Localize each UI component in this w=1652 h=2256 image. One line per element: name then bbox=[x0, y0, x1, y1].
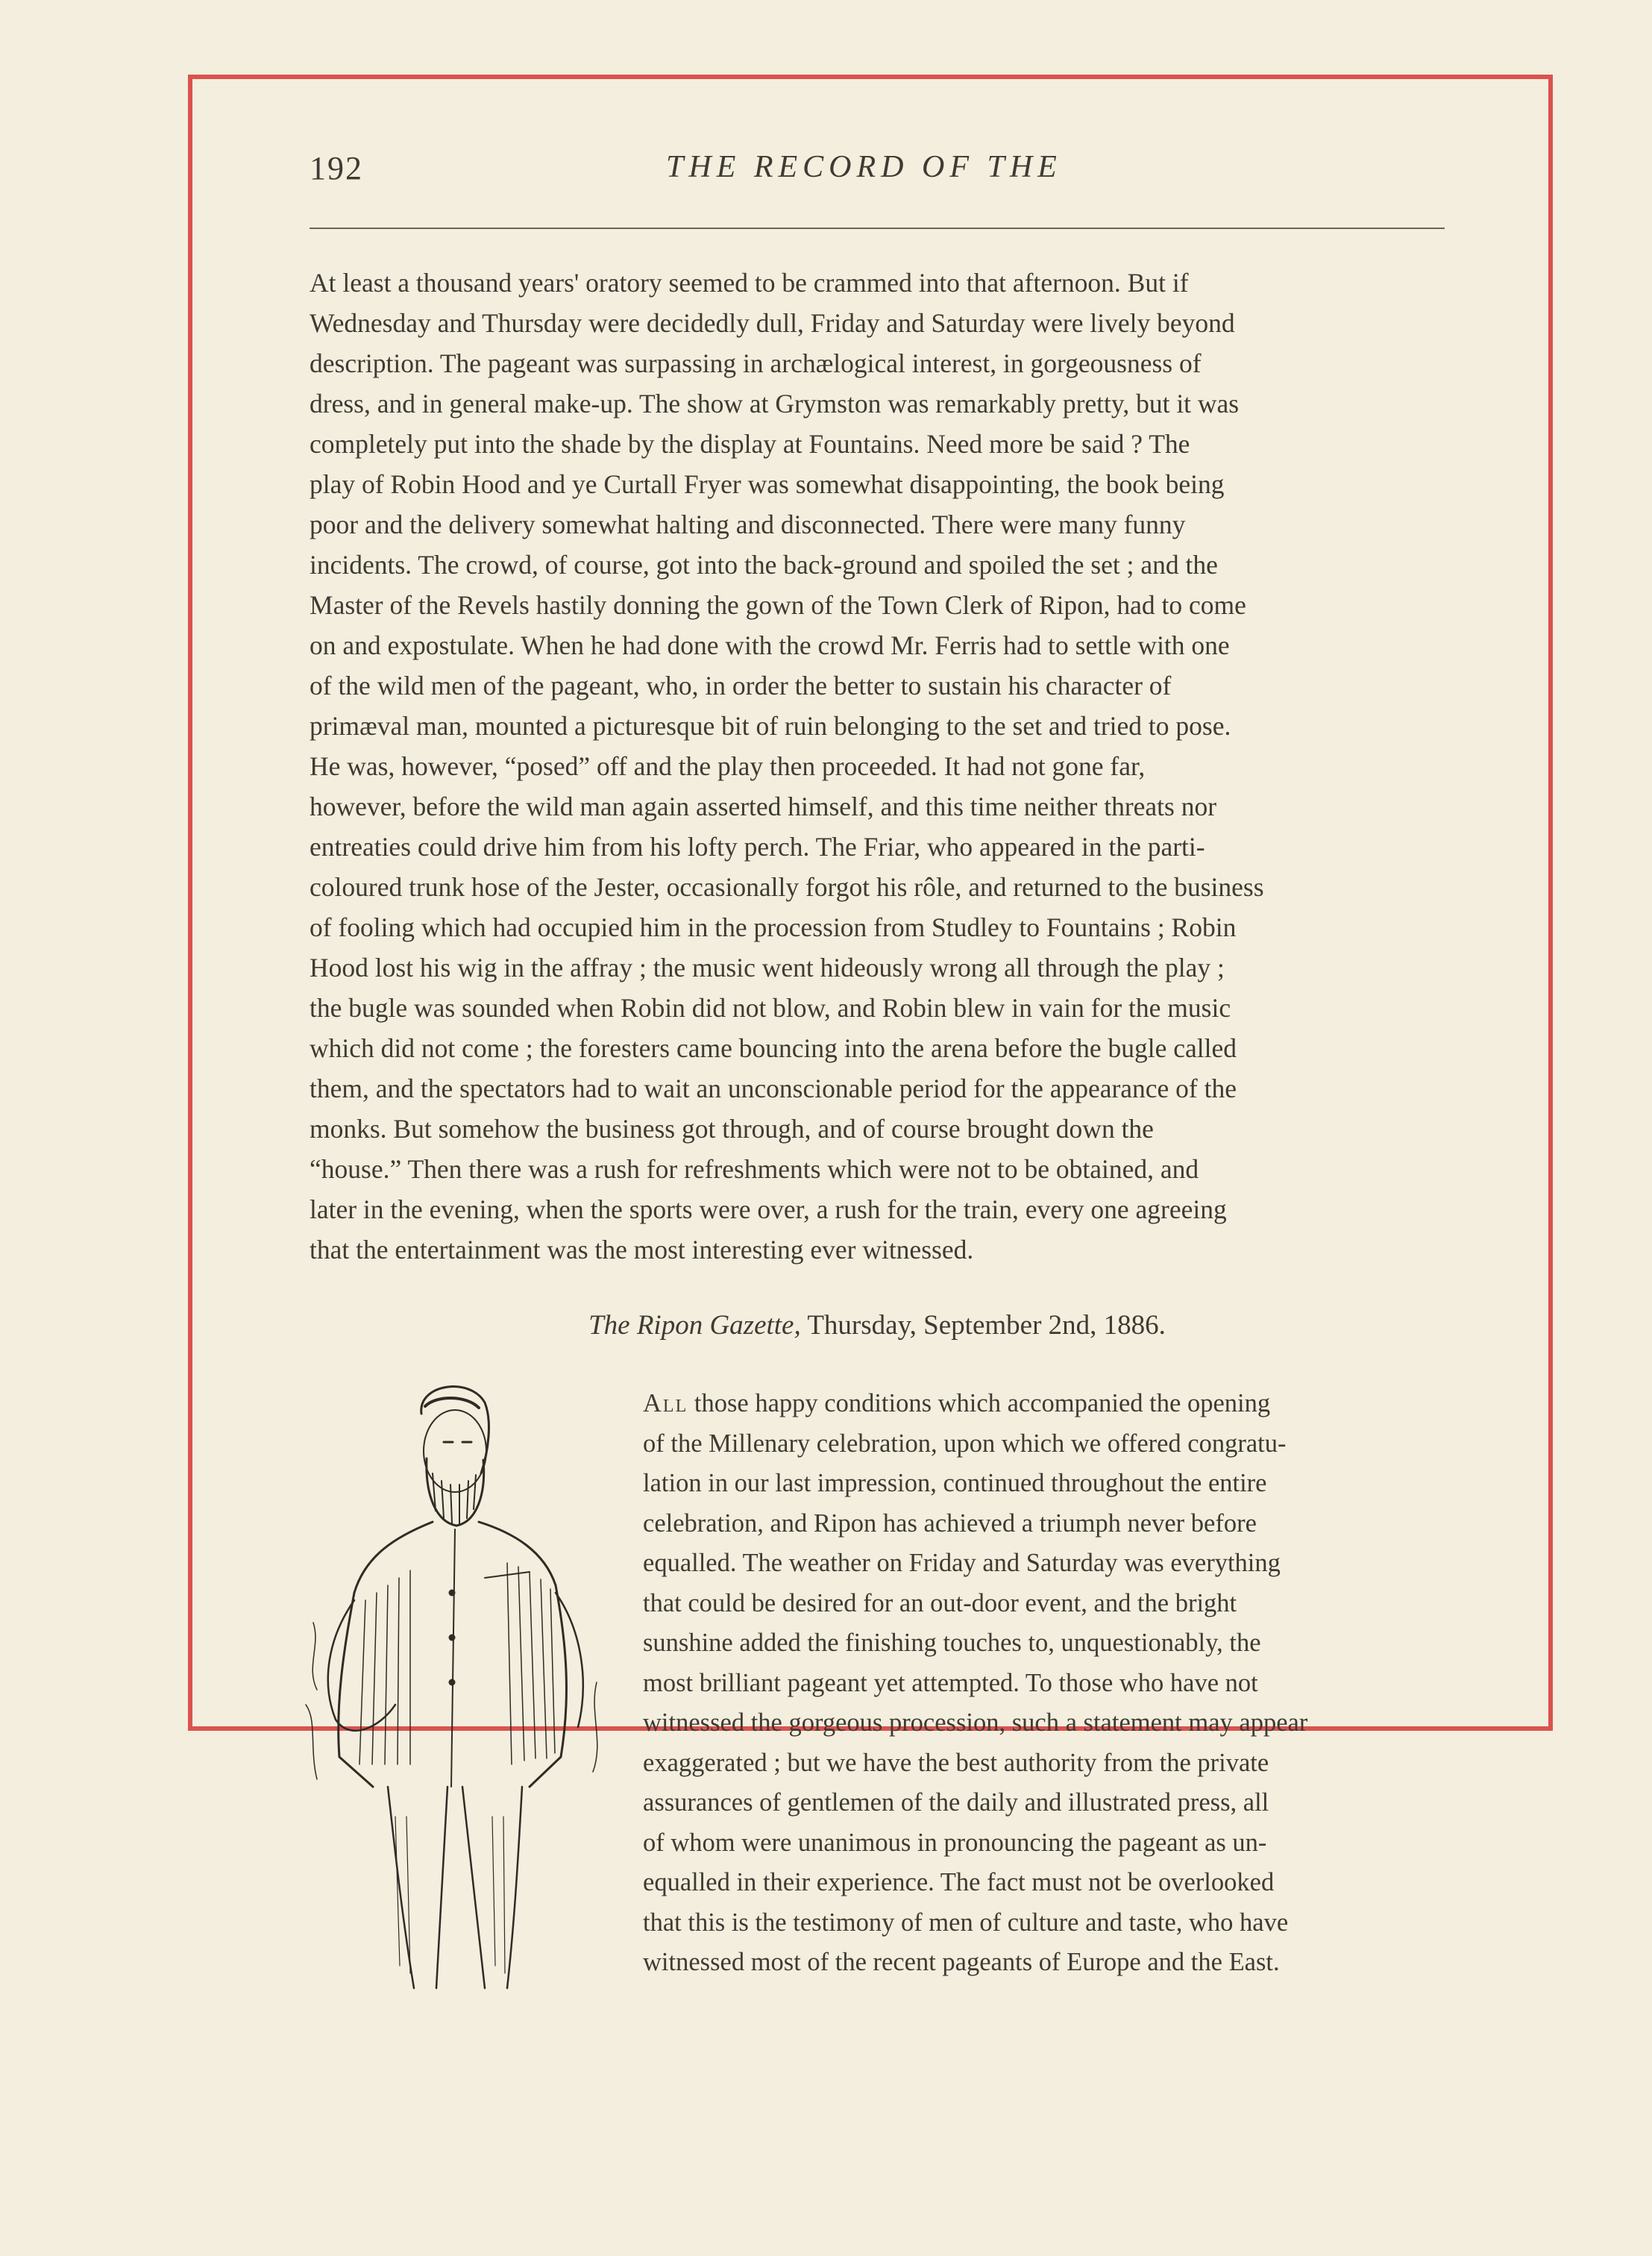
text-line: of fooling which had occupied him in the procession from Studley to Fountains ; Robin bbox=[310, 912, 1237, 942]
text-line: exaggerated ; but we have the best authority from the private bbox=[643, 1748, 1269, 1777]
text-line: which did not come ; the foresters came bouncing into the arena before the bugle called bbox=[310, 1033, 1237, 1063]
text-line: sunshine added the finishing touches to, unquestionably, the bbox=[643, 1629, 1261, 1657]
text-line: that this is the testimony of men of culture and taste, who have bbox=[643, 1908, 1289, 1937]
text-line: entreaties could drive him from his lofty perch. The Friar, who appeared in the parti- bbox=[310, 832, 1205, 862]
text-line: of the Millenary celebration, upon which we offered congratu- bbox=[643, 1429, 1287, 1458]
text-line: dress, and in general make-up. The show at Grymston was remarkably pretty, but it was bbox=[310, 389, 1240, 419]
text-line: “house.” Then there was a rush for refreshments which were not to be obtained, and bbox=[310, 1154, 1199, 1184]
text-line: Hood lost his wig in the affray ; the music went hideously wrong all through the play ; bbox=[310, 953, 1225, 983]
running-title: THE RECORD OF THE bbox=[666, 150, 1062, 184]
text-line: primæval man, mounted a picturesque bit of ruin belonging to the set and tried to pose. bbox=[310, 711, 1231, 741]
publication-title: The Ripon Gazette, bbox=[588, 1310, 801, 1341]
text-line: poor and the delivery somewhat halting and disconnected. There were many funny bbox=[310, 510, 1186, 539]
text-line: monks. But somehow the business got through, and of course brought down the bbox=[310, 1114, 1154, 1144]
page-header bbox=[310, 149, 1445, 194]
text-line: Master of the Revels hastily donning the gown of the Town Clerk of Ripon, had to come bbox=[310, 590, 1246, 620]
text-line: witnessed the gorgeous procession, such a statement may appear bbox=[643, 1708, 1308, 1737]
source-citation bbox=[310, 1309, 1445, 1341]
text-line: of whom were unanimous in pronouncing the pageant as un- bbox=[643, 1828, 1267, 1857]
text-line: that the entertainment was the most interesting ever witnessed. bbox=[310, 1235, 974, 1265]
text-line: on and expostulate. When he had done with the crowd Mr. Ferris had to settle with one bbox=[310, 630, 1230, 660]
text-line: of the wild men of the pageant, who, in order the better to sustain his character of bbox=[310, 671, 1172, 701]
header-rule bbox=[310, 228, 1445, 229]
text-line: equalled. The weather on Friday and Saturday was everything bbox=[643, 1549, 1281, 1577]
text-line: equalled in their experience. The fact must not be overlooked bbox=[643, 1868, 1275, 1896]
text-line: assurances of gentlemen of the daily and illustrated press, all bbox=[643, 1788, 1269, 1817]
text-line: celebration, and Ripon has achieved a triumph never before bbox=[643, 1508, 1257, 1538]
portrait-illustration bbox=[283, 1369, 626, 2003]
page-number: 192 bbox=[310, 150, 363, 187]
text-line: incidents. The crowd, of course, got into the back-ground and spoiled the set ; and the bbox=[310, 550, 1218, 580]
text-line: At least a thousand years' oratory seemed to be crammed into that afternoon. But if bbox=[310, 268, 1189, 298]
text-line: description. The pageant was surpassing in archælogical interest, in gorgeousness of bbox=[310, 348, 1202, 378]
text-line bbox=[643, 1384, 1439, 1424]
text-line: the bugle was sounded when Robin did not blow, and Robin blew in vain for the music bbox=[310, 993, 1231, 1023]
lead-word: All bbox=[643, 1389, 688, 1417]
text-line: however, before the wild man again asserted himself, and this time neither threats nor bbox=[310, 792, 1217, 821]
text-line: play of Robin Hood and ye Curtall Fryer was somewhat disappointing, the book being bbox=[310, 469, 1225, 499]
text-line: that could be desired for an out-door event, and the bright bbox=[643, 1588, 1237, 1617]
gazette-article bbox=[643, 1384, 1439, 1983]
text-line: Wednesday and Thursday were decidedly dull, Friday and Saturday were lively beyond bbox=[310, 308, 1235, 338]
text-line: He was, however, “posed” off and the play then proceeded. It had not gone far, bbox=[310, 751, 1146, 781]
text-line: them, and the spectators had to wait an unconscionable period for the appearance of the bbox=[310, 1074, 1237, 1103]
text-line: most brilliant pageant yet attempted. To those who have not bbox=[643, 1668, 1258, 1697]
article-body bbox=[310, 263, 1445, 1270]
text-line: later in the evening, when the sports were over, a rush for the train, every one agreeing bbox=[310, 1194, 1227, 1224]
text-line: witnessed most of the recent pageants of Europe and the East. bbox=[643, 1948, 1280, 1976]
text-line: completely put into the shade by the display at Fountains. Need more be said ? The bbox=[310, 429, 1190, 459]
text-line: lation in our last impression, continued throughout the entire bbox=[643, 1469, 1267, 1497]
publication-date: Thursday, September 2nd, 1886. bbox=[807, 1310, 1166, 1341]
text-line: coloured trunk hose of the Jester, occasionally forgot his rôle, and returned to the business bbox=[310, 872, 1264, 902]
text-line-rest: those happy conditions which accompanied the opening bbox=[688, 1389, 1271, 1417]
